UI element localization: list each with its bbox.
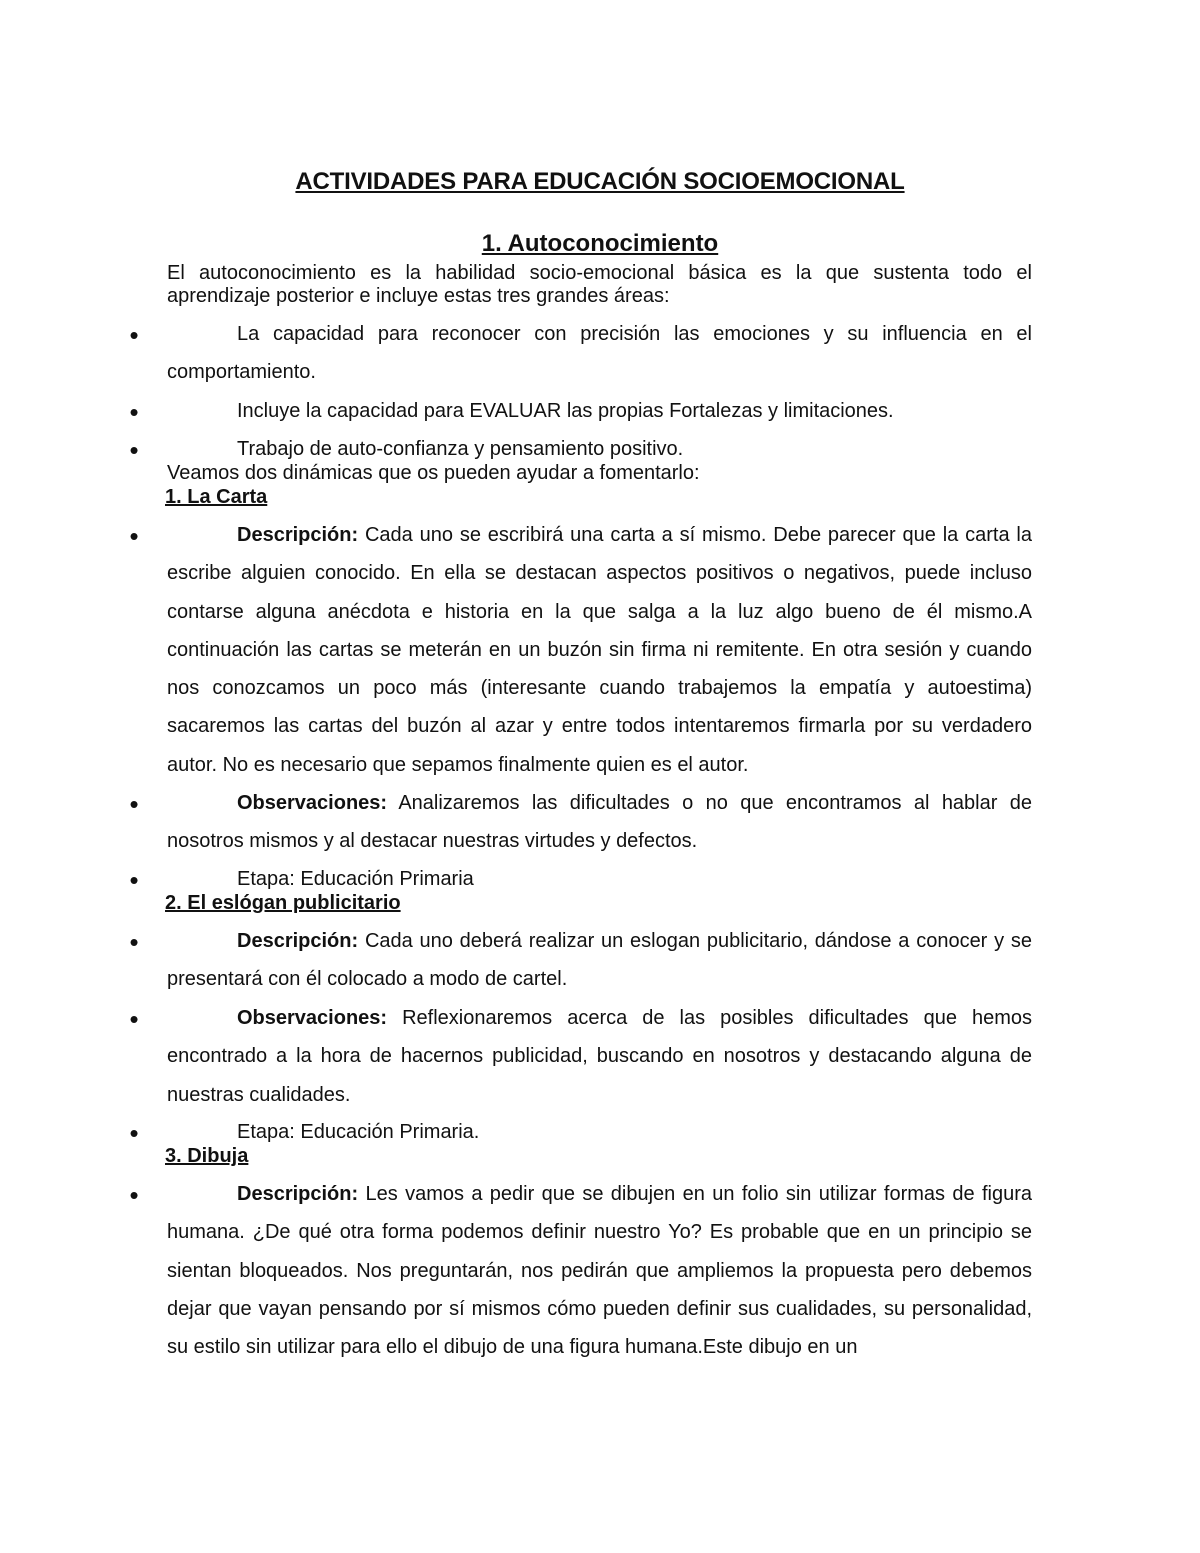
list-item: Incluye la capacidad para EVALUAR las propias Fortalezas y limitaciones. xyxy=(237,400,894,422)
document-title: ACTIVIDADES PARA EDUCACIÓN SOCIOEMOCIONAL xyxy=(295,168,905,195)
activity-stage: Etapa: Educación Primaria xyxy=(237,868,474,890)
description-label: Descripción: xyxy=(237,1183,359,1205)
description-label: Descripción: xyxy=(237,930,359,952)
activity-observations: Observaciones: Reflexionaremos acerca de las posibles dificultades que hemos encontrado a la hora de hacernos publicidad, buscando en nosotros y destacando alguna de nuestras cualidades. xyxy=(167,1007,1032,1106)
activity-heading: 1. La Carta xyxy=(165,486,268,508)
section-heading: 1. Autoconocimiento xyxy=(481,230,719,257)
bullet-icon xyxy=(127,529,141,543)
bullet-icon xyxy=(127,1188,141,1202)
bullet-icon xyxy=(127,405,141,419)
section-intro: El autoconocimiento es la habilidad socio-emocional básica es la que sustenta todo el aprendizaje posterior e incluye estas tres grandes áreas: xyxy=(167,262,1032,307)
bullet-icon xyxy=(127,935,141,949)
observations-label: Observaciones: xyxy=(237,792,388,814)
activity-description: Descripción: Les vamos a pedir que se dibujen en un folio sin utilizar formas de figura humana. ¿De qué otra forma podemos definir nuestro Yo? Es probable que en un principio se sientan bloqueados. Nos preguntarán, nos pedirán que ampliemos la propuesta pero debemos dejar que vayan pensando por sí mismos cómo pueden definir sus cualidades, su personalidad, su estilo sin utilizar para ello el dibujo de una figura humana.Este dibujo en un xyxy=(167,1183,1032,1359)
observations-label: Observaciones: xyxy=(237,1007,388,1029)
bullet-icon xyxy=(127,797,141,811)
bullet-icon xyxy=(127,873,141,887)
activity-heading: 2. El eslógan publicitario xyxy=(165,892,401,914)
activity-heading: 3. Dibuja xyxy=(165,1145,249,1167)
bullet-icon xyxy=(127,1126,141,1140)
activity-observations: Observaciones: Analizaremos las dificultades o no que encontramos al hablar de nosotros mismos y al destacar nuestras virtudes y defectos. xyxy=(167,792,1033,853)
activity-stage: Etapa: Educación Primaria. xyxy=(237,1121,480,1143)
activity-description: Descripción: Cada uno se escribirá una carta a sí mismo. Debe parecer que la carta la escribe alguien conocido. En ella se destacan aspectos positivos o negativos, puede incluso contarse alguna anécdota e historia en la que salga a la luz algo bueno de él mismo.A continuación las cartas se meterán en un buzón sin firma ni remitente. En otra sesión y cuando nos conozcamos un poco más (interesante cuando trabajemos la empatía y autoestima) sacaremos las cartas del buzón al azar y entre todos intentaremos firmarla por su verdadero autor. No es necesario que sepamos finalmente quien es el autor. xyxy=(167,524,1032,776)
description-label: Descripción: xyxy=(237,524,359,546)
list-item: La capacidad para reconocer con precisión las emociones y su influencia en el comportamiento. xyxy=(167,323,1032,384)
bullet-icon xyxy=(127,328,141,342)
dynamics-intro: Veamos dos dinámicas que os pueden ayudar a fomentarlo: xyxy=(167,462,700,484)
activity-description: Descripción: Cada uno deberá realizar un eslogan publicitario, dándose a conocer y se presentará con él colocado a modo de cartel. xyxy=(167,930,1033,991)
bullet-icon xyxy=(127,443,141,457)
bullet-icon xyxy=(127,1012,141,1026)
list-item: Trabajo de auto-confianza y pensamiento positivo. xyxy=(237,438,684,460)
